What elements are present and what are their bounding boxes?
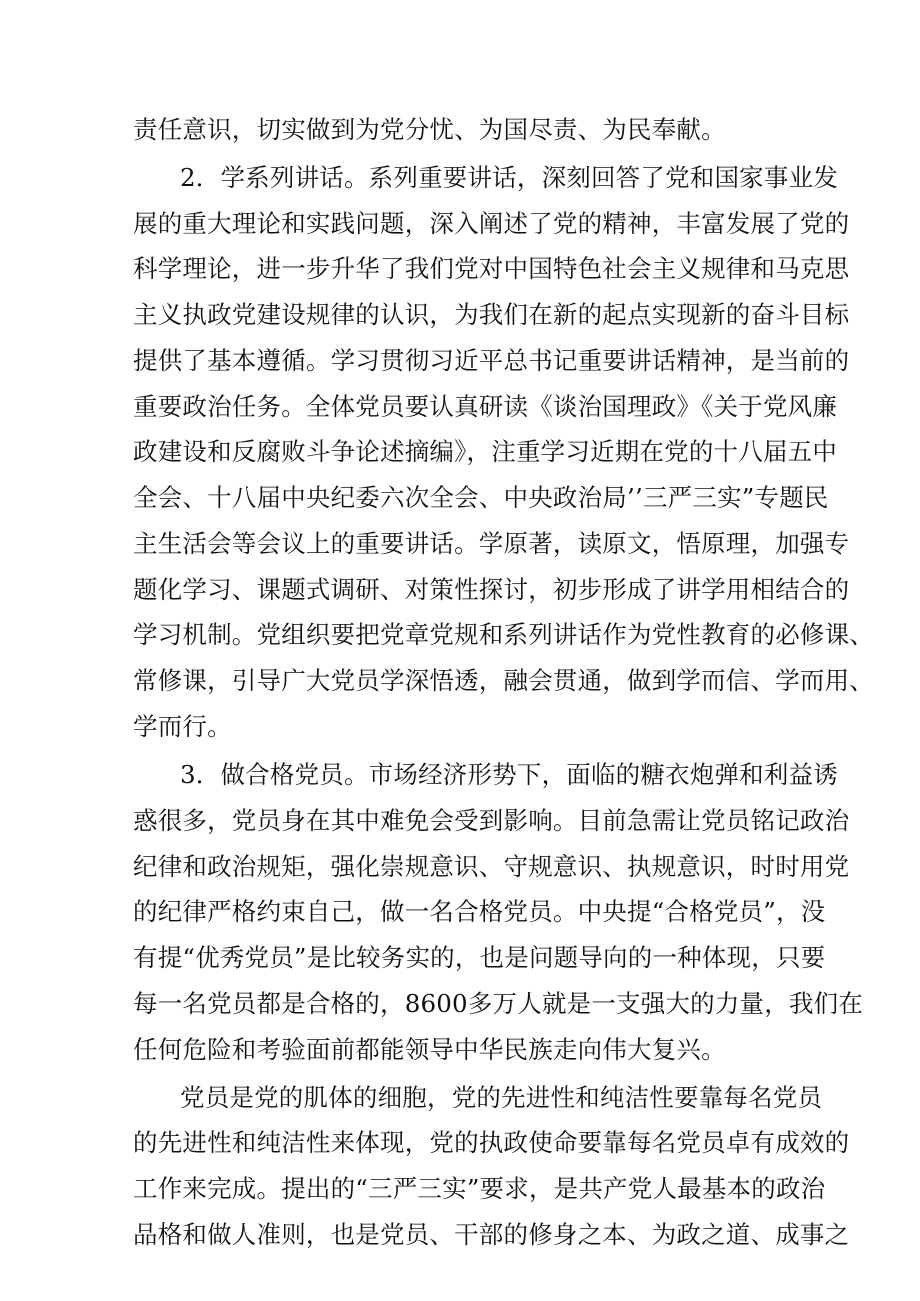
- text-line: 的纪律严格约束自己，做一名合格党员。中央提“合格党员”，没: [133, 897, 826, 926]
- text-line: 常修课，引导广大党员学深悟透，融会贯通，做到学而信、学而用、: [133, 666, 874, 695]
- text-line: 主义执政党建设规律的认识，为我们在新的起点实现新的奋斗目标: [133, 300, 850, 329]
- text-line: 每一名党员都是合格的，8600多万人就是一支强大的力量，我们在: [133, 989, 864, 1018]
- text-line: 责任意识，切实做到为党分忧、为国尽责、为民奉献。: [133, 115, 726, 144]
- text-line: 惑很多，党员身在其中难免会受到影响。目前急需让党员铭记政治: [133, 806, 850, 835]
- text-line: 全会、十八届中央纪委六次全会、中央政治局’’三严三实”专题民: [133, 483, 829, 512]
- text-line: 题化学习、课题式调研、对策性探讨，初步形成了讲学用相结合的: [133, 575, 850, 604]
- text-line: 有提“优秀党员”是比较务实的，也是问题导向的一种体现，只要: [133, 943, 826, 972]
- text-line: 科学理论，进一步升华了我们党对中国特色社会主义规律和马克思: [133, 254, 850, 283]
- text-line: 党员是党的肌体的细胞，党的先进性和纯洁性要靠每名党员: [180, 1083, 823, 1112]
- text-line: 展的重大理论和实践问题，深入阐述了党的精神，丰富发展了党的: [133, 209, 850, 238]
- text-line: 2．学系列讲话。系列重要讲话，深刻回答了党和国家事业发: [180, 163, 838, 192]
- text-line: 学习机制。党组织要把党章党规和系列讲话作为党性教育的必修课、: [133, 620, 874, 649]
- text-line: 学而行。: [133, 712, 232, 741]
- text-line: 工作来完成。提出的“三严三实”要求，是共产党人最基本的政治: [133, 1174, 826, 1203]
- text-line: 的先进性和纯洁性来体现，党的执政使命要靠每名党员卓有成效的: [133, 1128, 850, 1157]
- text-line: 主生活会等会议上的重要讲话。学原著，读原文，悟原理，加强专: [133, 529, 850, 558]
- text-line: 提供了基本遵循。学习贯彻习近平总书记重要讲话精神，是当前的: [133, 346, 850, 375]
- text-line: 品格和做人准则，也是党员、干部的修身之本、为政之道、成事之: [133, 1220, 850, 1249]
- text-line: 纪律和政治规矩，强化崇规意识、守规意识、执规意识，时时用党: [133, 852, 850, 881]
- text-line: 重要政治任务。全体党员要认真研读《谈治国理政》《关于党风廉: [133, 392, 838, 421]
- text-line: 任何危险和考验面前都能领导中华民族走向伟大复兴。: [133, 1035, 726, 1064]
- text-line: 政建设和反腐败斗争论述摘编》，注重学习近期在党的十八届五中: [133, 437, 838, 466]
- text-line: 3．做合格党员。市场经济形势下，面临的糖衣炮弹和利益诱: [180, 760, 838, 789]
